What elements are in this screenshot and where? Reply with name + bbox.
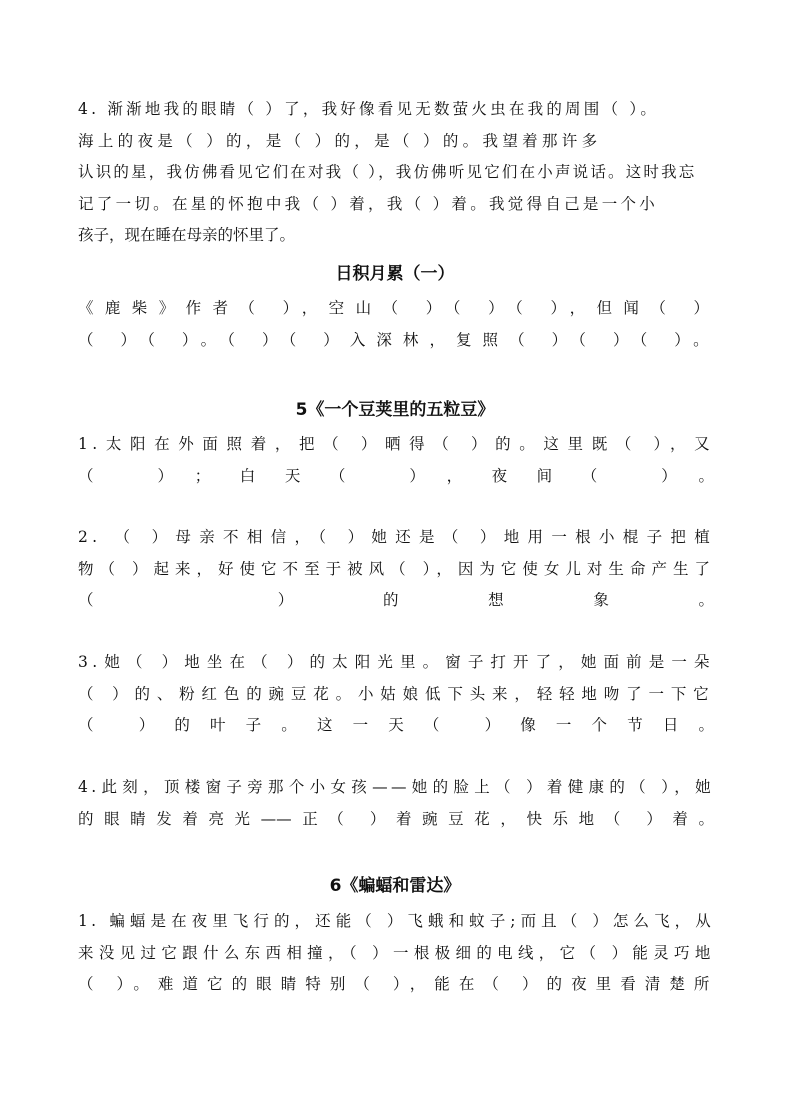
section4-question4 xyxy=(78,94,714,252)
text-line: 认识的星，我仿佛看见它们在对我（ ），我仿佛听见它们在小声说话。这时我忘 xyxy=(78,163,697,181)
text-line: 1.太阳在外面照着，把（ ）晒得（ ）的。这里既（ ），又 xyxy=(78,435,714,453)
lesson5-question3 xyxy=(78,647,714,742)
lesson5-title: 5《一个豆荚里的五粒豆》 xyxy=(295,400,495,420)
text-line: （ ）；白天（ ），夜间（ ）。 xyxy=(78,466,714,485)
text-line: 4. 渐渐地我的眼睛（ ）了，我好像看见无数萤火虫在我的周围（ ）。 xyxy=(78,100,660,118)
text-line: 海上的夜是（ ）的，是（ ）的，是（ ）的。我望着那许多 xyxy=(78,131,602,150)
text-line: 《鹿柴》作者（ ），空山（ ）（ ）（ ），但闻（ ） xyxy=(78,299,714,317)
text-line: 2. （ ）母亲不相信，（ ）她还是（ ）地用一根小棍子把植 xyxy=(78,528,714,546)
text-line: 1. 蝙蝠是在夜里飞行的，还能（ ）飞蛾和蚊子;而且（ ）怎么飞，从 xyxy=(78,912,714,930)
text-line: 4.此刻，顶楼窗子旁那个小女孩——她的脸上（ ）着健康的（ ），她 xyxy=(78,778,714,796)
text-line: 物（ ）起来，好使它不至于被风（ ），因为它使女儿对生命产生了 xyxy=(78,559,714,578)
lesson6-question1 xyxy=(78,906,714,1001)
lesson6-title: 6《蝙蝠和雷达》 xyxy=(329,876,461,896)
lesson5-question2 xyxy=(78,522,714,617)
text-line: 记了一切。在星的怀抱中我（ ）着，我（ ）着。我觉得自己是一个小 xyxy=(78,194,659,213)
text-line: （ ）的叶子。这一天（ ）像一个节日。 xyxy=(78,716,714,734)
text-line: （ ）（ ）。（ ）（ ）入深林，复照（ ）（ ）（ ）。 xyxy=(78,330,714,349)
text-line: （ ）的想象。 xyxy=(78,591,714,609)
text-line: （ ）的、粉红色的豌豆花。小姑娘低下头来，轻轻地吻了一下它 xyxy=(78,684,714,703)
text-line: 来没见过它跟什么东西相撞，（ ）一根极细的电线，它（ ）能灵巧地 xyxy=(78,943,714,962)
text-line: 孩子，现在睡在母亲的怀里了。 xyxy=(78,226,296,244)
accumulation-title: 日积月累（一） xyxy=(335,264,455,284)
accumulation-poem xyxy=(78,293,714,356)
lesson5-question1 xyxy=(78,429,714,492)
text-line: 3.她（ ）地坐在（ ）的太阳光里。窗子打开了，她面前是一朵 xyxy=(78,653,714,671)
lesson5-question4 xyxy=(78,772,714,835)
text-line: （ ）。难道它的眼睛特别（ ），能在（ ）的夜里看清楚所 xyxy=(78,975,714,993)
text-line: 的眼睛发着亮光——正（ ）着豌豆花，快乐地（ ）着。 xyxy=(78,809,714,828)
